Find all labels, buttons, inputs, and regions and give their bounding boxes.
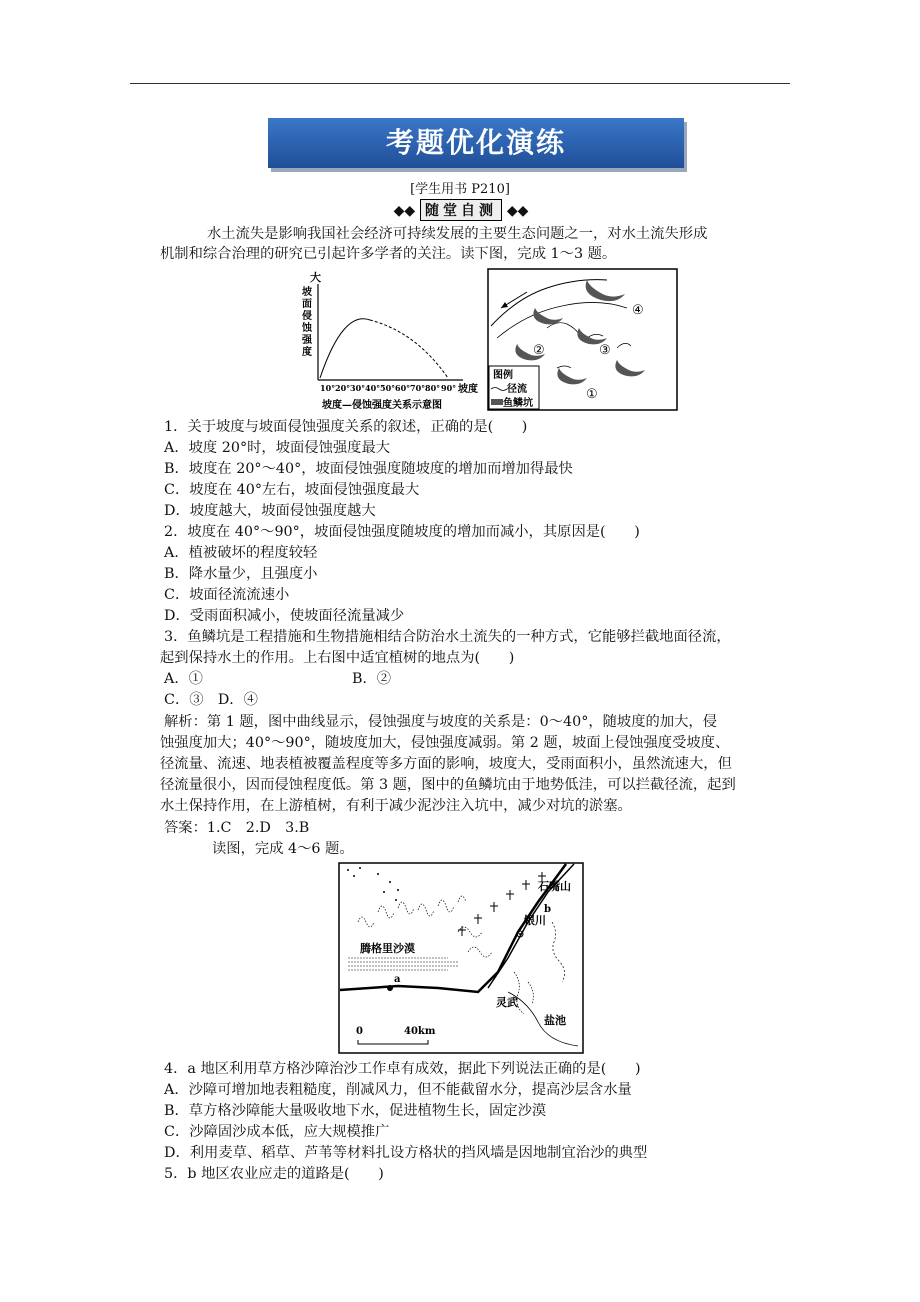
- legend-pit-icon: [491, 399, 503, 405]
- q1-stem: 1．关于坡度与坡面侵蚀强度关系的叙述，正确的是( ): [164, 419, 528, 435]
- q4-option-c: C．沙障固沙成本低，应大规模推广: [164, 1124, 390, 1140]
- x-axis-label: 坡度: [458, 384, 478, 395]
- map-city: 银川: [524, 914, 546, 927]
- scale-distance: 40km: [404, 1026, 436, 1037]
- curve-solid: [320, 319, 370, 378]
- analysis-line-4: 径流量很小，因而侵蚀程度低。第 3 题，图中的鱼鳞坑由于地势低洼，可以拦截径流，起到: [160, 777, 736, 793]
- x-tick-3: 40°: [365, 383, 381, 393]
- q4-option-b: B．草方格沙障能大量吸收地下水，促进植物生长，固定沙漠: [164, 1103, 547, 1119]
- fish-scale-pit-map: [487, 268, 679, 412]
- chart-caption: 坡度—侵蚀强度关系示意图: [322, 400, 442, 411]
- y-label-5: 度: [302, 347, 312, 358]
- map-mountain: 石嘴山: [538, 880, 571, 893]
- answer: 答案：1.C 2.D 3.B: [164, 820, 310, 836]
- intro-line-2: 机制和综合治理的研究已引起许多学者的关注。读下图，完成 1～3 题。: [160, 246, 617, 262]
- x-tick-7: 80°: [425, 383, 441, 393]
- x-tick-0: 10°: [320, 383, 336, 393]
- section-label: ◆◆ 随堂自测 ◆◆: [366, 199, 556, 219]
- q1-option-b: B．坡度在 20°～40°，坡面侵蚀强度随坡度的增加而增加得最快: [164, 461, 573, 477]
- q1-option-a: A．坡度 20°时，坡面侵蚀强度最大: [164, 440, 391, 456]
- q2-option-b: B．降水量少，且强度小: [164, 566, 318, 582]
- q3-stem-2: 起到保持水土的作用。上右图中适宜植树的地点为( ): [160, 650, 515, 666]
- x-tick-5: 60°: [395, 383, 411, 393]
- region-map: [338, 862, 584, 1054]
- x-tick-8: 90°: [441, 383, 457, 393]
- marker-2: ②: [533, 343, 545, 358]
- map-desert: 腾格里沙漠: [360, 942, 415, 955]
- source-note: [学生用书 P210]: [410, 182, 510, 197]
- x-tick-1: 20°: [335, 383, 351, 393]
- point-a-marker: [387, 985, 393, 991]
- marker-1: ①: [586, 387, 598, 402]
- map-point-a: a: [394, 974, 401, 985]
- analysis-line-1: 解析：第 1 题，图中曲线显示，侵蚀强度与坡度的关系是：0～40°，随坡度的加大，侵: [164, 714, 718, 730]
- scale-zero: 0: [356, 1026, 363, 1037]
- y-label-2: 侵: [302, 311, 312, 322]
- q3-option-cd: C．③ D．④: [164, 692, 258, 708]
- q5-stem: 5．b 地区农业应走的道路是( ): [164, 1166, 384, 1182]
- legend-pit: 鱼鳞坑: [503, 398, 533, 409]
- q4-option-a: A．沙障可增加地表粗糙度，削减风力，但不能截留水分，提高沙层含水量: [164, 1082, 632, 1098]
- y-label-4: 强: [302, 335, 312, 346]
- banner-title: 考题优化演练: [268, 118, 684, 168]
- q3-stem-1: 3．鱼鳞坑是工程措施和生物措施相结合防治水土流失的一种方式，它能够拦截地面径流，: [164, 629, 731, 645]
- q3-option-b: B．②: [352, 671, 392, 687]
- curve-dashed: [370, 320, 448, 378]
- q2-stem: 2．坡度在 40°～90°，坡面侵蚀强度随坡度的增加而减小，其原因是( ): [164, 524, 640, 540]
- y-axis-top: 大: [310, 271, 321, 284]
- analysis-line-3: 径流量、流速、地表植被覆盖程度等多方面的影响，坡度大，受雨面积小，虽然流速大，但: [160, 756, 732, 772]
- y-label-0: 坡: [302, 287, 312, 298]
- q4-stem: 4．a 地区利用草方格沙障治沙工作卓有成效，据此下列说法正确的是( ): [164, 1061, 641, 1077]
- x-tick-2: 30°: [350, 383, 366, 393]
- analysis-line-2: 蚀强度加大；40°～90°，随坡度加大，侵蚀强度减弱。第 2 题，坡面上侵蚀强度受坡度、: [160, 735, 730, 751]
- q1-option-d: D．坡度越大，坡面侵蚀强度越大: [164, 503, 376, 519]
- q3-option-a: A．①: [164, 671, 203, 687]
- legend-title: 图例: [493, 370, 513, 381]
- x-tick-6: 70°: [410, 383, 426, 393]
- q2-option-d: D．受雨面积减小，使坡面径流量减少: [164, 608, 405, 624]
- marker-4: ④: [632, 303, 644, 318]
- q4-option-d: D．利用麦草、稻草、芦苇等材料扎设方格状的挡风墙是因地制宜治沙的典型: [164, 1145, 648, 1161]
- top-rule: [130, 83, 790, 84]
- legend-runoff: 径流: [507, 384, 527, 395]
- map-point-b: b: [544, 904, 551, 915]
- marker-3: ③: [599, 343, 611, 358]
- read-map-prompt: 读图，完成 4～6 题。: [212, 841, 354, 857]
- map-town: 灵武: [496, 996, 518, 1009]
- q2-option-a: A．植被破坏的程度较轻: [164, 545, 318, 561]
- intro-line-1: 水土流失是影响我国社会经济可持续发展的主要生态问题之一，对水土流失形成: [207, 226, 708, 242]
- x-tick-4: 50°: [380, 383, 396, 393]
- section-label-text: 随堂自测: [420, 199, 502, 221]
- map-lake: 盐池: [544, 1014, 566, 1027]
- yinchuan-marker-dot: [519, 933, 521, 935]
- y-label-3: 蚀: [302, 323, 312, 334]
- analysis-line-5: 水土保持作用，在上游植树，有利于减少泥沙注入坑中，减少对坑的淤塞。: [160, 798, 632, 814]
- q1-option-c: C．坡度在 40°左右，坡面侵蚀强度最大: [164, 482, 420, 498]
- y-label-1: 面: [302, 299, 312, 310]
- q2-option-c: C．坡面径流流速小: [164, 587, 290, 603]
- slope-erosion-chart: [298, 270, 484, 415]
